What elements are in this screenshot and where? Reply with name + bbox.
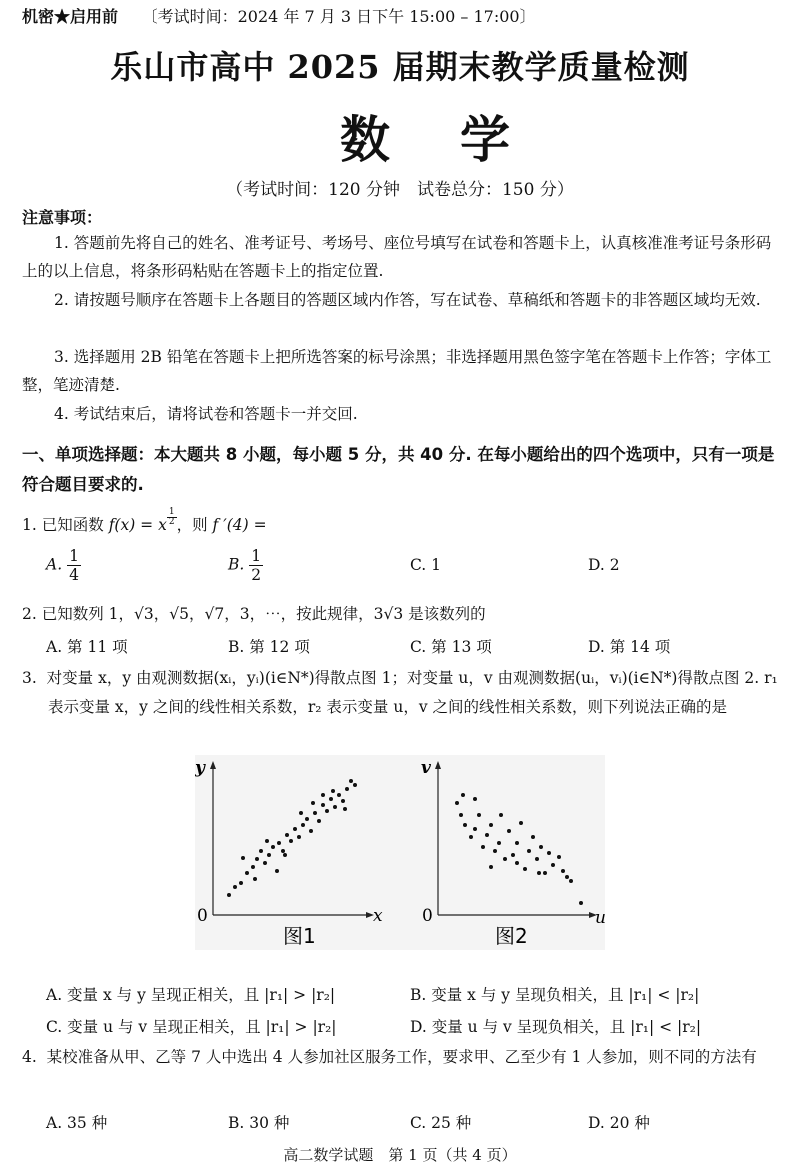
scatter-point <box>473 827 477 831</box>
scatter-point <box>253 877 257 881</box>
exam-time: 〔考试时间：2024 年 7 月 3 日下午 15:00 – 17:00〕 <box>141 7 536 26</box>
fig1-y-arrow <box>210 761 216 769</box>
question-text: 对变量 x，y 由观测数据(xᵢ，yᵢ)(i∈N*)得散点图 1；对变量 u，v 由观测数据(uᵢ，vᵢ)(i∈N*)得散点图 2. r₁ 表示变量 x，y 之间的线性相关系数，r₂ 表示变量 u，v 之间的线性相关系数，则下列说法正确的是 <box>46 669 778 716</box>
scatter-point <box>299 811 303 815</box>
scatter-point <box>341 799 345 803</box>
note-item: 3. 选择题用 2B 铅笔在答题卡上把所选答案的标号涂黑；非选择题用黑色签字笔在答题卡上作答；字体工整，笔迹清楚. <box>22 348 772 394</box>
scatter-point <box>515 841 519 845</box>
q4-option-b[interactable]: B. 30 种 <box>228 1114 290 1132</box>
derivative-expr: f ′(4) = <box>212 516 267 534</box>
scatter-point <box>283 853 287 857</box>
fig2-x-label: u <box>595 908 605 928</box>
fig2-points <box>455 793 583 905</box>
fig2-y-arrow <box>435 761 441 769</box>
scatter-point <box>343 807 347 811</box>
fig2-caption: 图2 <box>495 924 528 948</box>
function-expr: f(x) = x <box>108 516 167 534</box>
scatter-point <box>333 805 337 809</box>
note-item: 2. 请按题号顺序在答题卡上各题目的答题区域内作答，写在试卷、草稿纸和答题卡的非答题区域均无效. <box>54 291 761 309</box>
fig1-points <box>227 779 357 897</box>
scatter-point <box>489 865 493 869</box>
fig1-caption: 图1 <box>283 924 316 948</box>
scatter-point <box>537 871 541 875</box>
scatter-point <box>325 809 329 813</box>
scatter-point <box>233 885 237 889</box>
scatter-point <box>227 893 231 897</box>
question-1 <box>22 508 782 540</box>
scatter-point <box>497 841 501 845</box>
fraction-denominator: 4 <box>69 566 79 584</box>
exponent-denominator: 2 <box>168 517 175 527</box>
scatter-point <box>251 865 255 869</box>
exam-info: （考试时间：120 分钟 试卷总分：150 分） <box>226 180 574 200</box>
scatter-point <box>245 871 249 875</box>
scatter-figures <box>195 755 605 950</box>
scatter-point <box>535 857 539 861</box>
scatter-point <box>579 901 583 905</box>
scatter-point <box>485 833 489 837</box>
fraction-denominator: 2 <box>251 566 262 584</box>
q1-option-c[interactable]: C. 1 <box>410 556 442 574</box>
question-number: 2. <box>22 605 37 623</box>
section-heading: 一、单项选择题：本大题共 8 小题，每小题 5 分，共 40 分. 在每小题给出的四个选项中，只有一项是符合题目要求的. <box>22 445 775 494</box>
header-line <box>22 4 536 27</box>
scatter-plots-svg <box>195 755 605 950</box>
q1-option-d[interactable]: D. 2 <box>588 556 620 574</box>
scatter-point <box>523 867 527 871</box>
scatter-point <box>499 813 503 817</box>
note-item: 4. 考试结束后，请将试卷和答题卡一并交回. <box>54 405 358 423</box>
scatter-point <box>263 861 267 865</box>
scatter-point <box>317 819 321 823</box>
scatter-point <box>281 849 285 853</box>
question-text: 已知数列 1，√3，√5，√7，3，⋯，按此规律，3√3 是该数列的 <box>41 605 486 623</box>
scatter-point <box>345 787 349 791</box>
scatter-point <box>267 853 271 857</box>
scatter-point <box>469 835 473 839</box>
scatter-point <box>503 857 507 861</box>
question-2 <box>22 600 782 629</box>
scatter-point <box>527 849 531 853</box>
scatter-point <box>311 801 315 805</box>
scatter-point <box>353 783 357 787</box>
scatter-point <box>515 861 519 865</box>
notes-title: 注意事项： <box>22 208 103 227</box>
scatter-point <box>461 793 465 797</box>
scatter-point <box>265 839 269 843</box>
scatter-point <box>565 875 569 879</box>
scatter-point <box>507 829 511 833</box>
question-number: 1. <box>22 516 37 534</box>
scatter-point <box>259 849 263 853</box>
question-3 <box>22 664 782 722</box>
q2-option-c[interactable]: C. 第 13 项 <box>410 638 492 656</box>
q4-option-d[interactable]: D. 20 种 <box>588 1114 650 1132</box>
scatter-point <box>511 853 515 857</box>
page-footer: 高二数学试题 第 1 页（共 4 页） <box>283 1146 517 1164</box>
scatter-point <box>551 863 555 867</box>
scatter-point <box>539 845 543 849</box>
scatter-point <box>561 869 565 873</box>
scatter-point <box>349 779 353 783</box>
scatter-point <box>255 857 259 861</box>
question-number: 3. <box>22 669 37 687</box>
scatter-point <box>543 871 547 875</box>
fraction-numerator: 1 <box>251 547 262 565</box>
scatter-point <box>455 801 459 805</box>
scatter-point <box>321 803 325 807</box>
scatter-point <box>275 869 279 873</box>
scatter-point <box>293 827 297 831</box>
q2-option-a[interactable]: A. 第 11 项 <box>46 638 128 656</box>
scatter-point <box>305 817 309 821</box>
q4-option-a[interactable]: A. 35 种 <box>46 1114 108 1132</box>
question-4 <box>22 1043 782 1072</box>
scatter-point <box>285 833 289 837</box>
scatter-point <box>531 835 535 839</box>
scatter-point <box>547 851 551 855</box>
subject-title: 数学 <box>340 110 580 169</box>
scatter-point <box>569 879 573 883</box>
fig1-y-label: y <box>195 758 205 778</box>
exponent-numerator: 1 <box>168 507 175 517</box>
scatter-point <box>241 856 245 860</box>
scatter-point <box>313 811 317 815</box>
fig1-x-label: x <box>373 906 383 926</box>
q4-option-c[interactable]: C. 25 种 <box>410 1114 472 1132</box>
scatter-point <box>321 793 325 797</box>
scatter-point <box>481 845 485 849</box>
fraction-numerator: 1 <box>69 547 79 565</box>
q2-option-b[interactable]: B. 第 12 项 <box>228 638 310 656</box>
confidential-label: 机密★启用前 <box>22 7 119 26</box>
q3-option-b[interactable]: B. 变量 x 与 y 呈现负相关，且 |r₁| < |r₂| <box>410 986 700 1004</box>
scatter-point <box>271 845 275 849</box>
q3-option-c[interactable]: C. 变量 u 与 v 呈现正相关，且 |r₁| > |r₂| <box>46 1018 337 1036</box>
scatter-point <box>459 813 463 817</box>
scatter-point <box>331 789 335 793</box>
scatter-point <box>489 823 493 827</box>
scatter-point <box>463 823 467 827</box>
q2-option-d[interactable]: D. 第 14 项 <box>588 638 671 656</box>
question-text: 已知函数 <box>41 516 104 534</box>
scatter-point <box>309 829 313 833</box>
scatter-point <box>337 793 341 797</box>
scatter-point <box>477 813 481 817</box>
exam-title: 乐山市高中 2025 届期末教学质量检测 <box>110 48 690 86</box>
scatter-point <box>289 839 293 843</box>
note-item: 1. 答题前先将自己的姓名、准考证号、考场号、座位号填写在试卷和答题卡上，认真核准准考证号条形码上的以上信息，将条形码粘贴在答题卡上的指定位置. <box>22 234 772 280</box>
fig2-y-label: v <box>421 758 431 778</box>
q3-option-d[interactable]: D. 变量 u 与 v 呈现负相关，且 |r₁| < |r₂| <box>410 1018 702 1036</box>
question-text: 某校准备从甲、乙等 7 人中选出 4 人参加社区服务工作，要求甲、乙至少有 1 人参加，则不同的方法有 <box>46 1048 757 1066</box>
q1-option-a[interactable]: A. $\frac{1}{4}$ <box>46 547 79 584</box>
q1-option-b[interactable]: B. $\frac{1}{2}$ <box>228 547 262 584</box>
fig1-origin: 0 <box>197 906 208 926</box>
scatter-point <box>519 821 523 825</box>
q3-option-a[interactable]: A. 变量 x 与 y 呈现正相关，且 |r₁| > |r₂| <box>46 986 336 1004</box>
scatter-point <box>493 849 497 853</box>
scatter-point <box>239 881 243 885</box>
question-text: ，则 <box>176 516 208 534</box>
question-number: 4. <box>22 1048 37 1066</box>
scatter-point <box>473 797 477 801</box>
fig2-origin: 0 <box>422 906 433 926</box>
scatter-point <box>329 797 333 801</box>
scatter-point <box>297 835 301 839</box>
scatter-point <box>301 823 305 827</box>
scatter-point <box>557 855 561 859</box>
scatter-point <box>277 841 281 845</box>
